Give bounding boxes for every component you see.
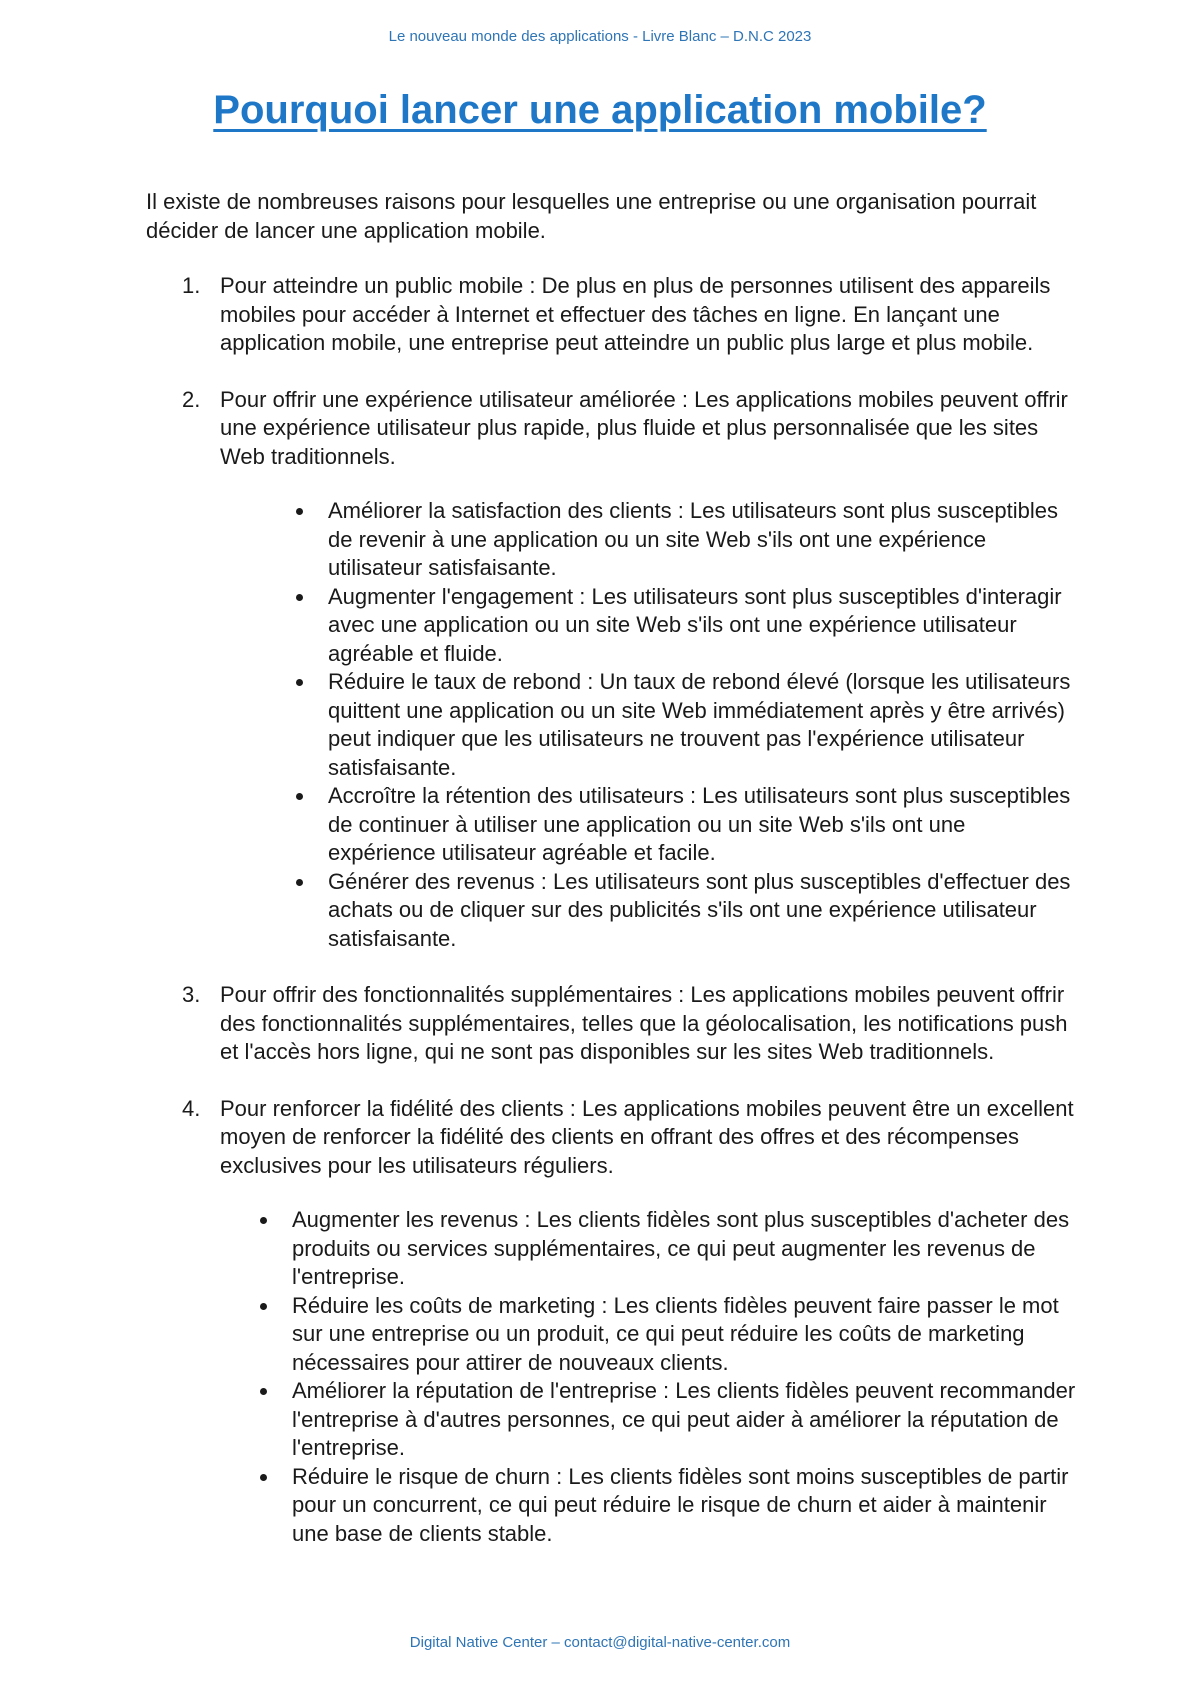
reason-number: 2. (182, 386, 201, 412)
reason-item-2 (146, 386, 1076, 954)
bullet-text: Réduire le taux de rebond : Un taux de rebond élevé (lorsque les utilisateurs quittent une application ou un site Web immédiatement après y être arrivés) peut indiquer que les utilisateurs ne trouvent pas l'expérience utilisateur satisfaisante. (328, 669, 1071, 780)
page-title: Pourquoi lancer une application mobile? (213, 88, 987, 132)
reason-item-3 (146, 981, 1076, 1067)
bullet-item (328, 868, 1076, 954)
bullet-item (292, 1292, 1076, 1378)
reason-2-bullets (328, 497, 1076, 953)
reason-number: 1. (182, 273, 201, 298)
bullet-icon (296, 508, 303, 515)
intro-paragraph: Il existe de nombreuses raisons pour lesquelles une entreprise ou une organisation pourrait décider de lancer une application mobile. (146, 189, 1037, 243)
bullet-icon (296, 679, 303, 686)
bullet-text: Améliorer la réputation de l'entreprise : Les clients fidèles peuvent recommander l'entreprise à d'autres personnes, ce qui peut aider à améliorer la réputation de l'entreprise. (292, 1378, 1076, 1460)
bullet-item (328, 497, 1076, 583)
reason-item-4 (146, 1095, 1076, 1549)
reason-number: 3. (182, 982, 201, 1007)
bullet-item (328, 668, 1076, 782)
reason-item-1 (146, 272, 1076, 358)
bullet-icon (260, 1388, 267, 1395)
bullet-icon (260, 1303, 267, 1310)
bullet-icon (260, 1217, 267, 1224)
bullet-text: Réduire les coûts de marketing : Les clients fidèles peuvent faire passer le mot sur une entreprise ou un produit, ce qui peut réduire les coûts de marketing nécessaires pour attirer de nouveaux clients. (292, 1292, 1059, 1375)
bullet-text: Accroître la rétention des utilisateurs : Les utilisateurs sont plus susceptibles de continuer à utiliser une application ou un site Web s'ils ont une expérience utilisateur agréable et facile. (328, 783, 1071, 865)
bullet-item (292, 1463, 1076, 1549)
bullet-text: Réduire le risque de churn : Les clients fidèles sont moins susceptibles de partir pour un concurrent, ce qui peut réduire le risque de churn et aider à maintenir une base de clients stable. (292, 1463, 1069, 1546)
reason-4-bullets (292, 1206, 1076, 1548)
reasons-list (146, 272, 1076, 1576)
reason-text: Pour offrir des fonctionnalités supplémentaires : Les applications mobiles peuvent offrir des fonctionnalités supplémentaires, telles que la géolocalisation, les notifications push et l'accès hors ligne, qui ne sont pas disponibles sur les sites Web traditionnels. (220, 982, 1068, 1064)
reason-text: Pour renforcer la fidélité des clients : Les applications mobiles peuvent être un excellent moyen de renforcer la fidélité des clients en offrant des offres et des récompenses exclusives pour les utilisateurs réguliers. (220, 1095, 1074, 1178)
reason-text: Pour offrir une expérience utilisateur améliorée : Les applications mobiles peuvent offrir une expérience utilisateur plus rapide, plus fluide et plus personnalisée que les sites Web traditionnels. (220, 386, 1068, 469)
bullet-icon (296, 793, 303, 800)
bullet-item (292, 1206, 1076, 1292)
bullet-text: Améliorer la satisfaction des clients : Les utilisateurs sont plus susceptibles de revenir à une application ou un site Web s'ils ont une expérience utilisateur satisfaisante. (328, 498, 1059, 580)
bullet-text: Générer des revenus : Les utilisateurs sont plus susceptibles d'effectuer des achats ou de cliquer sur des publicités s'ils ont une expérience utilisateur satisfaisante. (328, 868, 1071, 951)
bullet-icon (260, 1474, 267, 1481)
reason-number: 4. (182, 1095, 201, 1121)
reason-text: Pour atteindre un public mobile : De plus en plus de personnes utilisent des appareils mobiles pour accéder à Internet et effectuer des tâches en ligne. En lançant une application mobile, une entreprise peut atteindre un public plus large et plus mobile. (220, 273, 1051, 355)
bullet-icon (296, 594, 303, 601)
bullet-item (328, 583, 1076, 669)
bullet-text: Augmenter les revenus : Les clients fidèles sont plus susceptibles d'acheter des produits ou services supplémentaires, ce qui peut augmenter les revenus de l'entreprise. (292, 1207, 1070, 1289)
bullet-item (292, 1377, 1076, 1463)
page-header: Le nouveau monde des applications - Livre Blanc – D.N.C 2023 (388, 28, 812, 45)
bullet-icon (296, 879, 303, 886)
page-footer: Digital Native Center – contact@digital-native-center.com (409, 1634, 791, 1651)
bullet-item (328, 782, 1076, 868)
bullet-text: Augmenter l'engagement : Les utilisateurs sont plus susceptibles d'interagir avec une application ou un site Web s'ils ont une expérience utilisateur agréable et fluide. (328, 583, 1062, 666)
